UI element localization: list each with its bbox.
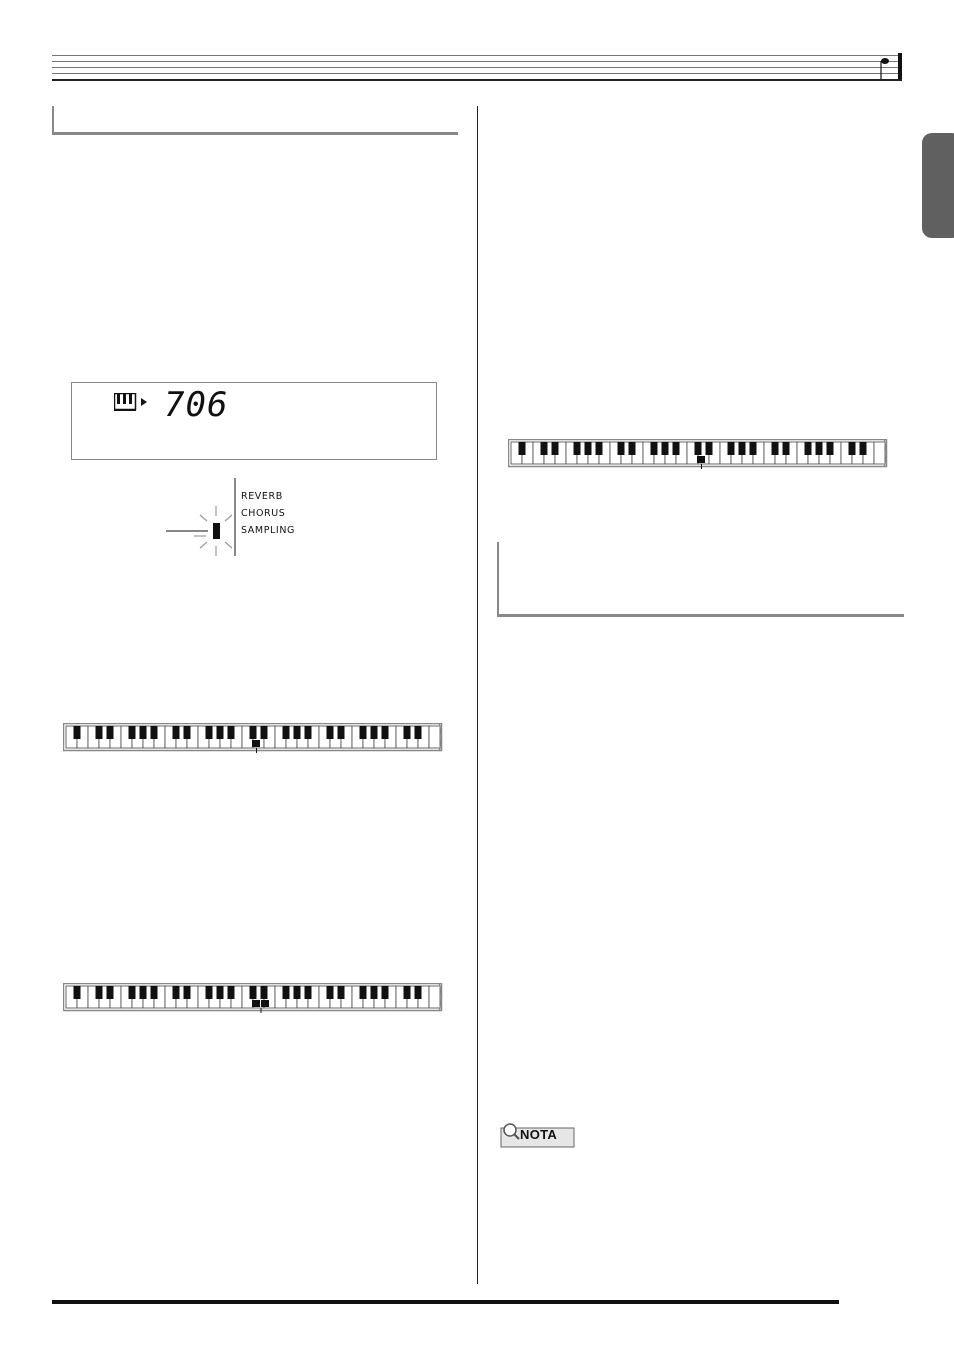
black-key [151,986,158,999]
black-key [250,726,257,739]
black-key [283,986,290,999]
side-tab [922,133,954,238]
black-key [140,726,147,739]
black-key [338,726,345,739]
black-key [305,986,312,999]
black-key [206,726,213,739]
black-key [129,726,136,739]
black-key [404,726,411,739]
black-key [74,726,81,739]
black-key [184,986,191,999]
black-key [173,986,180,999]
black-key [228,986,235,999]
black-key [382,726,389,739]
black-key [129,986,136,999]
black-key [552,442,559,455]
keyboard-diagram-3 [508,439,890,469]
highlighted-key [252,740,260,747]
keyboard-diagram-1 [63,723,445,753]
black-key [739,442,746,455]
staff-header [52,55,902,81]
black-key [827,442,834,455]
black-key [651,442,658,455]
black-key [750,442,757,455]
black-key [673,442,680,455]
black-key [140,986,147,999]
black-key [519,442,526,455]
black-key [151,726,158,739]
black-key [371,986,378,999]
white-key [874,442,885,464]
black-key [217,726,224,739]
black-key [541,442,548,455]
black-key [294,726,301,739]
black-key [305,726,312,739]
keyboard-diagram-2 [63,983,445,1013]
black-key [728,442,735,455]
indicator-sampling: SAMPLING [241,525,295,536]
black-key [860,442,867,455]
black-key [96,726,103,739]
black-key [371,726,378,739]
black-key [706,442,713,455]
section-heading-right [497,542,904,617]
white-key [429,986,440,1008]
black-key [662,442,669,455]
black-key [228,726,235,739]
black-key [327,986,334,999]
black-key [261,986,268,999]
note-badge [500,1122,575,1148]
note-icon [876,53,906,83]
highlighted-key [252,1000,260,1007]
indicator-chorus: CHORUS [241,508,286,519]
black-key [74,986,81,999]
black-key [772,442,779,455]
white-key [429,726,440,748]
black-key [360,986,367,999]
black-key [250,986,257,999]
black-key [283,726,290,739]
indicator-panel [0,478,477,558]
flashing-indicator-icon [166,478,246,558]
black-key [327,726,334,739]
black-key [217,986,224,999]
black-key [107,986,114,999]
black-key [574,442,581,455]
black-key [184,726,191,739]
lcd-display [71,382,437,460]
black-key [618,442,625,455]
note-label: NOTA [520,1127,558,1142]
black-key [849,442,856,455]
black-key [382,986,389,999]
black-key [206,986,213,999]
keyboard-icon [114,393,150,413]
black-key [415,986,422,999]
black-key [360,726,367,739]
footer-rule [52,1300,839,1304]
black-key [816,442,823,455]
black-key [783,442,790,455]
black-key [805,442,812,455]
black-key [261,726,268,739]
black-key [294,986,301,999]
black-key [173,726,180,739]
black-key [695,442,702,455]
highlighted-key [261,1000,269,1007]
black-key [338,986,345,999]
black-key [96,986,103,999]
lcd-number: 706 [164,385,229,425]
black-key [585,442,592,455]
black-key [596,442,603,455]
black-key [415,726,422,739]
black-key [107,726,114,739]
column-divider [477,106,478,1284]
indicator-reverb: REVERB [241,491,283,502]
section-heading-left [52,106,458,135]
highlighted-key [697,456,705,463]
black-key [404,986,411,999]
black-key [629,442,636,455]
